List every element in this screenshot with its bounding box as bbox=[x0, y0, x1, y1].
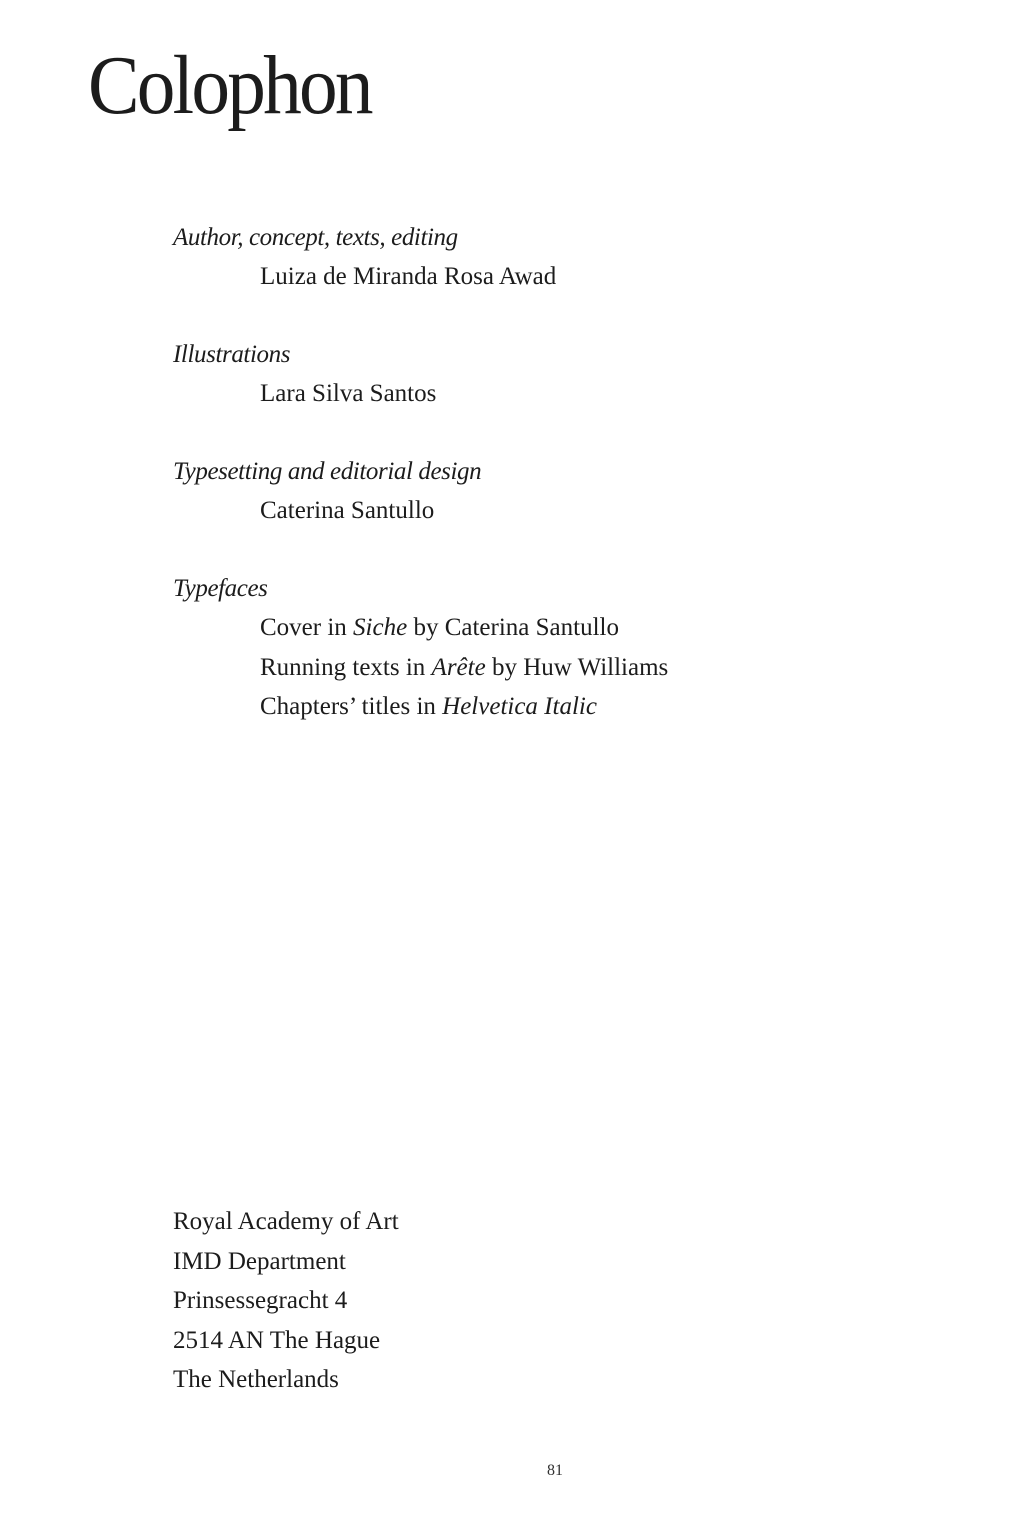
credit-label: Illustrations bbox=[173, 341, 291, 368]
typeface-line bbox=[173, 687, 933, 727]
credit-value: Luiza de Miranda Rosa Awad bbox=[260, 263, 557, 290]
typeface-line bbox=[173, 608, 933, 648]
credit-illustrations bbox=[173, 335, 933, 413]
address-line: The Netherlands bbox=[173, 1366, 339, 1393]
credit-label: Typefaces bbox=[173, 575, 268, 602]
typeface-suffix: by Huw Williams bbox=[485, 653, 669, 681]
page-number: 81 bbox=[547, 1462, 563, 1479]
address-line: 2514 AN The Hague bbox=[173, 1326, 381, 1354]
credit-value: Lara Silva Santos bbox=[260, 380, 437, 407]
credit-value: Caterina Santullo bbox=[260, 497, 435, 524]
credit-typefaces bbox=[173, 569, 933, 727]
credit-label: Typesetting and editorial design bbox=[173, 458, 482, 485]
address-line: IMD Department bbox=[173, 1247, 346, 1275]
page-title: Colophon bbox=[88, 39, 371, 132]
typeface-name: Arête bbox=[431, 653, 486, 681]
publisher-address bbox=[173, 1202, 399, 1400]
typeface-prefix: Running texts in bbox=[260, 653, 432, 681]
credit-design bbox=[173, 452, 933, 530]
typeface-prefix: Cover in bbox=[260, 614, 354, 641]
typeface-name: Siche bbox=[353, 614, 408, 641]
typeface-name: Helvetica Italic bbox=[442, 693, 597, 720]
credit-author bbox=[173, 218, 933, 296]
credits-list bbox=[173, 218, 933, 766]
typeface-line bbox=[173, 648, 933, 688]
typeface-prefix: Chapters’ titles in bbox=[260, 693, 443, 720]
credit-label: Author, concept, texts, editing bbox=[173, 224, 458, 251]
address-line: Prinsessegracht 4 bbox=[173, 1287, 348, 1314]
address-line: Royal Academy of Art bbox=[173, 1208, 399, 1235]
typeface-suffix: by Caterina Santullo bbox=[407, 614, 619, 641]
